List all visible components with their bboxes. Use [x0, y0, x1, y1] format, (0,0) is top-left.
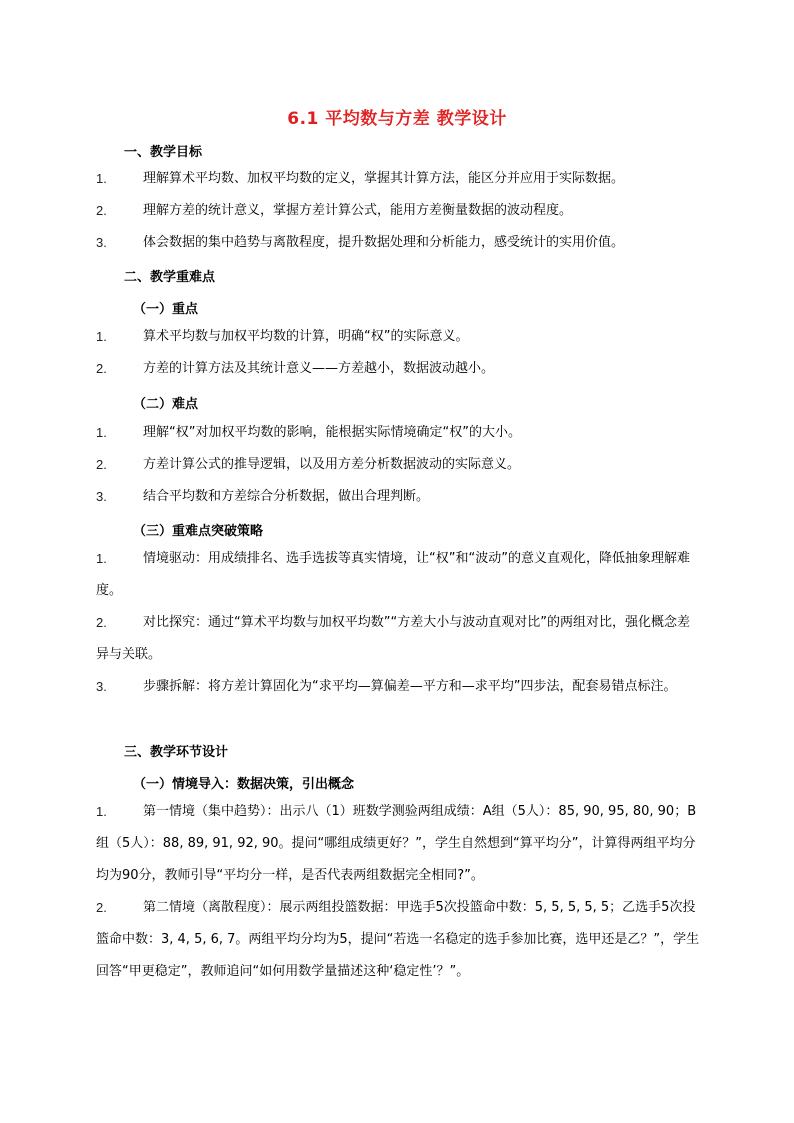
list-item — [96, 227, 700, 259]
list-text: 步骤拆解：将方差计算固化为“求平均—算偏差—平方和—求平均”四步法，配套易错点标注。 — [143, 679, 677, 694]
list-item — [96, 543, 700, 607]
list-number: 1. — [96, 551, 107, 566]
list-text: 方差的计算方法及其统计意义——方差越小，数据波动越小。 — [143, 361, 495, 376]
document-title: 6.1 平均数与方差 教学设计 — [287, 109, 507, 129]
list-text: 对比探究：通过“算术平均数与加权平均数”“方差大小与波动直观对比”的两组对比，强化概念差异与关联。 — [96, 615, 690, 662]
list-text: 第一情境（集中趋势）：出示八（1）班数学测验两组成绩：A组（5人）：85, 90, 95, 80, 90；B组（5人）：88, 89, 91, 92, 90。提问“哪组成绩更好？”，学生自然想到“算平均分”，计算得两组平均分均为90分，教师引导“平均分一样，是否代表两组数据完全相同?”。 — [96, 804, 697, 883]
list-number: 1. — [96, 425, 107, 440]
list-number: 1. — [96, 804, 107, 819]
list-number: 2. — [96, 361, 107, 376]
list-number: 3. — [96, 489, 107, 504]
subsection-heading-key: （一）重点 — [133, 302, 199, 317]
list-text: 结合平均数和方差综合分析数据，做出合理判断。 — [143, 489, 430, 504]
list-text: 方差计算公式的推导逻辑，以及用方差分析数据波动的实际意义。 — [143, 457, 521, 472]
section-heading-key-points: 二、教学重难点 — [124, 270, 216, 285]
list-text: 理解“权”对加权平均数的影响，能根据实际情境确定“权”的大小。 — [143, 425, 521, 440]
list-item — [96, 449, 700, 481]
list-item — [96, 321, 700, 353]
list-number: 2. — [96, 457, 107, 472]
section-heading-objectives: 一、教学目标 — [124, 145, 203, 160]
list-item — [96, 353, 700, 385]
list-item — [96, 796, 700, 892]
list-number: 3. — [96, 235, 107, 250]
list-item — [96, 417, 700, 449]
list-text: 理解算术平均数、加权平均数的定义，掌握其计算方法，能区分并应用于实际数据。 — [143, 171, 625, 186]
list-text: 体会数据的集中趋势与离散程度，提升数据处理和分析能力，感受统计的实用价值。 — [143, 235, 625, 250]
list-number: 2. — [96, 900, 107, 915]
list-text: 理解方差的统计意义，掌握方差计算公式，能用方差衡量数据的波动程度。 — [143, 203, 573, 218]
list-item — [96, 481, 700, 513]
list-number: 1. — [96, 329, 107, 344]
list-item — [96, 163, 700, 195]
section-heading-process: 三、教学环节设计 — [124, 745, 229, 760]
list-text: 算术平均数与加权平均数的计算，明确“权”的实际意义。 — [143, 329, 469, 344]
list-item — [96, 607, 700, 671]
list-number: 2. — [96, 203, 107, 218]
subsection-heading-strategy: （三）重难点突破策略 — [133, 524, 264, 539]
list-number: 3. — [96, 679, 107, 694]
list-text: 情境驱动：用成绩排名、选手选拔等真实情境，让“权”和“波动”的意义直观化，降低抽象理解难度。 — [96, 551, 690, 598]
list-text: 第二情境（离散程度）：展示两组投篮数据：甲选手5次投篮命中数：5, 5, 5, 5, 5；乙选手5次投篮命中数：3, 4, 5, 6, 7。两组平均分均为5，提问“若选一名稳定的选手参加比赛，选甲还是乙？”，学生回答“甲更稳定”，教师追问“如何用数学量描述这种‘稳定性’？”。 — [96, 900, 700, 979]
subsection-heading-intro: （一）情境导入：数据决策，引出概念 — [133, 777, 355, 792]
list-item — [96, 195, 700, 227]
subsection-heading-difficulty: （二）难点 — [133, 397, 199, 412]
list-number: 2. — [96, 615, 107, 630]
list-number: 1. — [96, 171, 107, 186]
list-item — [96, 671, 700, 703]
list-item — [96, 892, 700, 988]
